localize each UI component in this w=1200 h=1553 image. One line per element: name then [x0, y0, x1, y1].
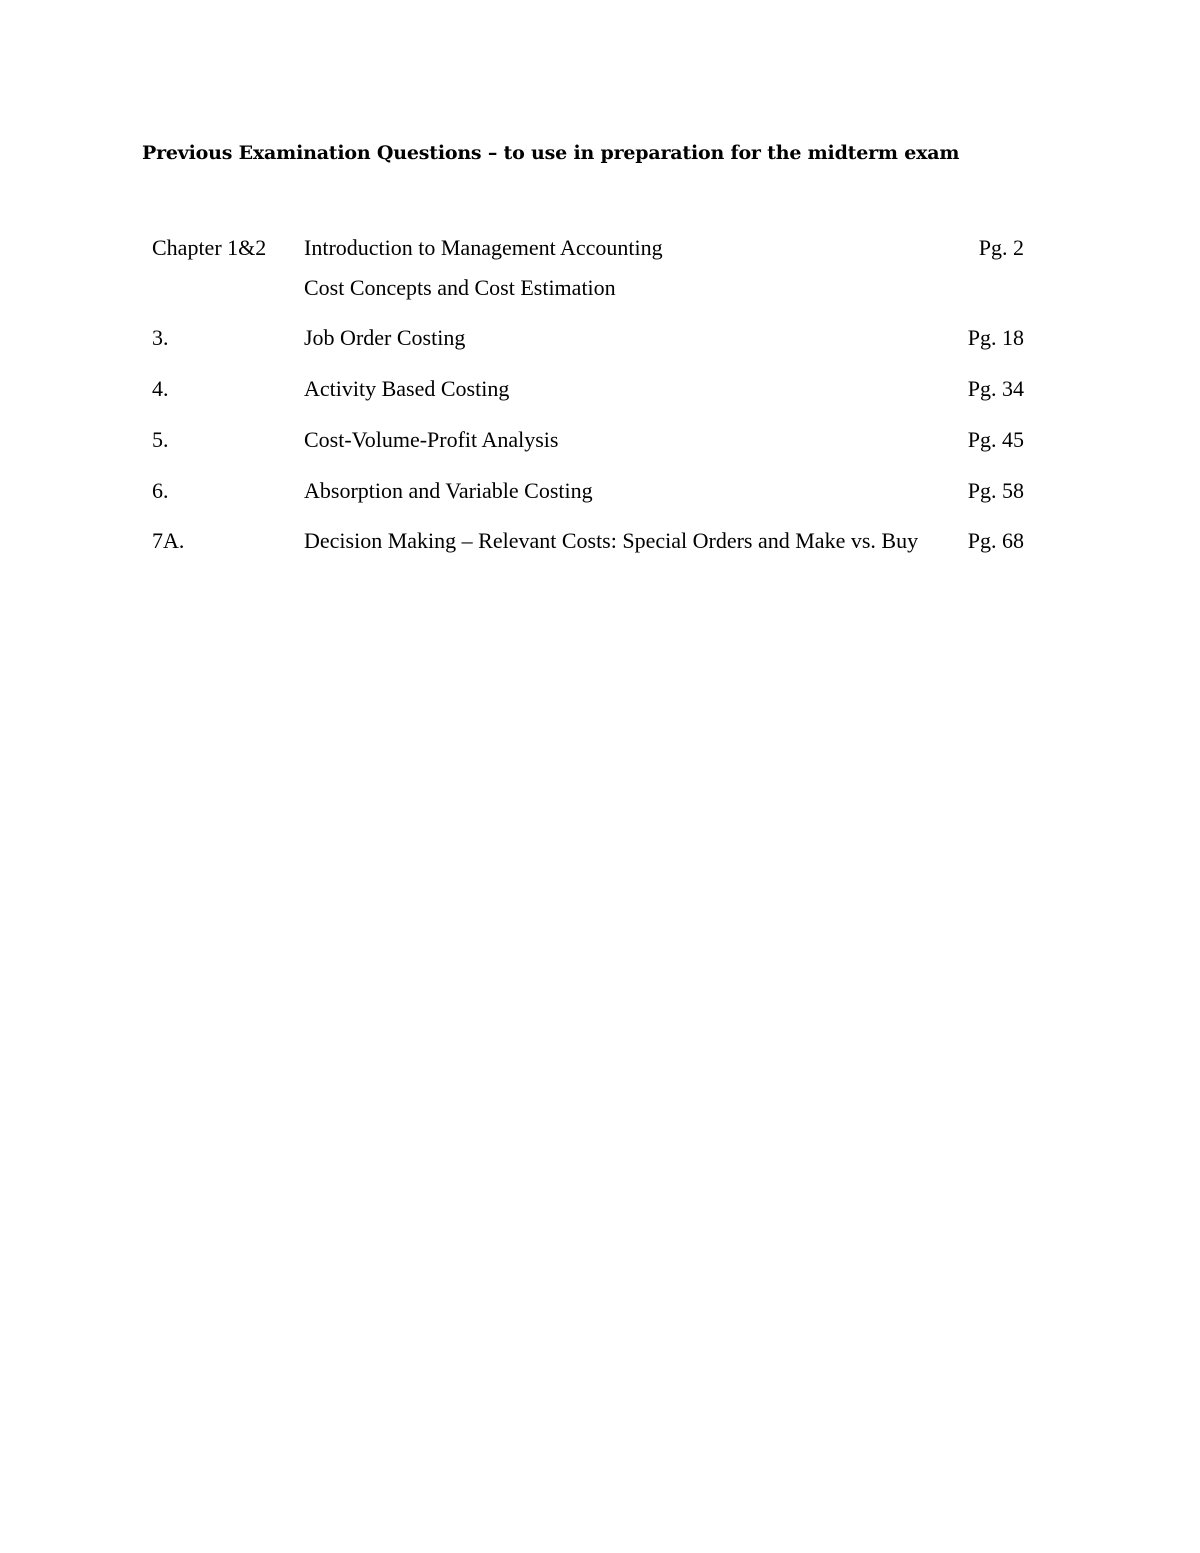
toc-row: [152, 477, 1024, 505]
toc-chapter-number: 3.: [152, 325, 169, 350]
toc-chapter-title: Activity Based Costing: [304, 376, 510, 401]
toc-page-number: Pg. 34: [967, 376, 1024, 401]
toc-chapter-number: 5.: [152, 427, 169, 452]
toc-row: [152, 426, 1024, 454]
toc-row: [152, 375, 1024, 403]
toc-row: [152, 527, 1024, 555]
toc-page-number: Pg. 45: [967, 427, 1024, 452]
toc-chapter-title: Cost-Volume-Profit Analysis: [304, 427, 559, 452]
table-of-contents: [152, 234, 1024, 555]
toc-chapter-number: Chapter 1&2: [152, 235, 267, 260]
toc-chapter-title: [304, 234, 924, 302]
page-title: Previous Examination Questions – to use in preparation for the midterm exam: [142, 142, 960, 164]
toc-row: [152, 234, 1024, 302]
toc-chapter-number: 7A.: [152, 528, 185, 553]
toc-chapter-title: Job Order Costing: [304, 325, 466, 350]
toc-chapter-title: Absorption and Variable Costing: [304, 478, 593, 503]
toc-chapter-number: 4.: [152, 376, 169, 401]
toc-title-line: Introduction to Management Accounting: [304, 235, 663, 260]
toc-chapter-title: Decision Making – Relevant Costs: Special Orders and Make vs. Buy: [304, 528, 919, 553]
toc-title-line: Cost Concepts and Cost Estimation: [304, 275, 616, 300]
toc-chapter-number: 6.: [152, 478, 169, 503]
toc-row: [152, 324, 1024, 352]
toc-page-number: Pg. 2: [978, 235, 1024, 260]
toc-page-number: Pg. 68: [967, 528, 1024, 553]
toc-page-number: Pg. 58: [967, 478, 1024, 503]
toc-page-number: Pg. 18: [967, 325, 1024, 350]
